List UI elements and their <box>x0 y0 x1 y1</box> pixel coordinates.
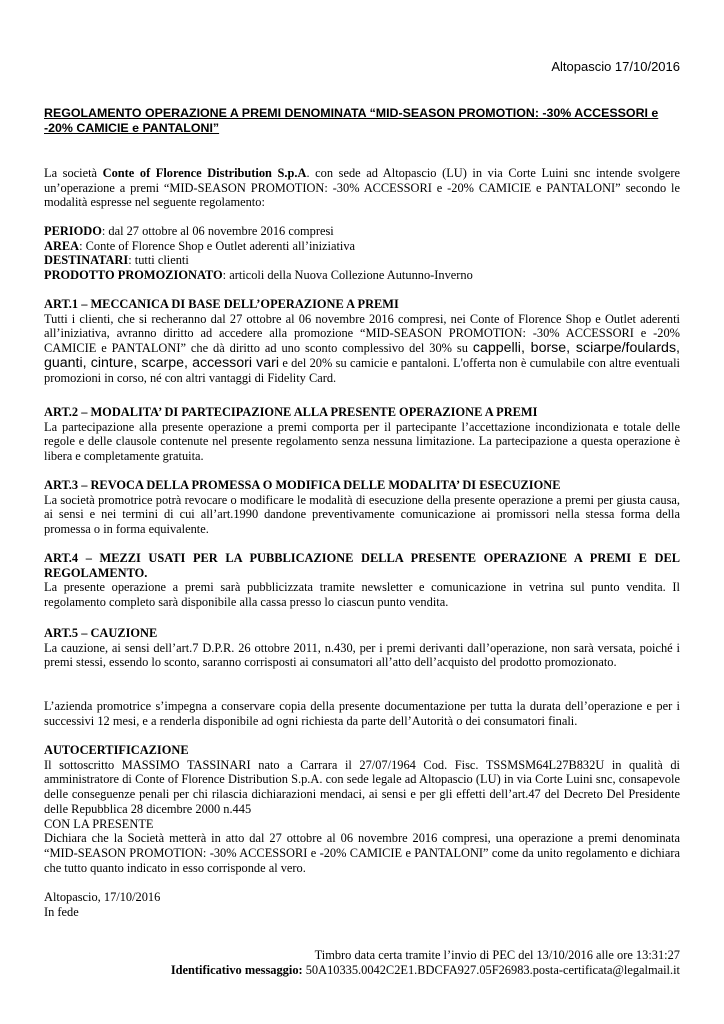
art2-text: La partecipazione alla presente operazione a premi comporta per il partecipante l’accettazione incondizionata e totale delle regole e delle clausole contenute nel presente regolamento senza nessuna limitazione. La partecipazione a questa operazione è libera e completamente gratuita. <box>44 419 680 464</box>
signoff-in-fede: In fede <box>44 904 79 919</box>
art3-section <box>44 478 680 537</box>
art5-text: La cauzione, ai sensi dell’art.7 D.P.R. 26 ottobre 2011, n.430, per i premi derivanti dall’operazione, non sarà versata, poiché i premi stessi, essendo lo sconto, saranno corrisposti ai consumatori all’atto dell’acquisto del prodotto promozionato. <box>44 640 680 670</box>
intro-paragraph <box>44 166 680 210</box>
art2-title: ART.2 – MODALITA’ DI PARTECIPAZIONE ALLA PRESENTE OPERAZIONE A PREMI <box>44 405 538 419</box>
pec-footer <box>44 948 680 977</box>
pec-timestamp: Timbro data certa tramite l’invio di PEC del 13/10/2016 alle ore 13:31:27 <box>314 948 680 962</box>
company-name: Conte of Florence Distribution S.p.A <box>102 166 307 180</box>
art1-title: ART.1 – MECCANICA DI BASE DELL’OPERAZIONE A PREMI <box>44 297 399 311</box>
intro-text-1: La società <box>44 166 103 180</box>
con-la-presente: CON LA PRESENTE <box>44 816 154 831</box>
detail-prodotto: PRODOTTO PROMOZIONATO: articoli della Nuova Collezione Autunno-Inverno <box>44 268 473 283</box>
art5-section <box>44 626 680 670</box>
autocert-section <box>44 743 680 875</box>
art1-section <box>44 297 680 385</box>
signoff <box>44 890 680 919</box>
autocert-declaration: Dichiara che la Società metterà in atto dal 27 ottobre al 06 novembre 2016 compresi, una operazione a premi denominata “MID-SEASON PROMOTION: -30% ACCESSORI e -20% CAMICIE e PANTALONI” come da unito regolamento e dichiara che tutto quanto indicato in esso corrisponde al vero. <box>44 831 680 875</box>
art1-text: Tutti i clienti, che si recheranno dal 27 ottobre al 06 novembre 2016 compresi, nei Conte of Florence Shop e Outlet aderenti all’iniziativa, avranno diritto ad accedere alla promozione “MID-SEASON PROMOTION: -30% ACCESSORI e -20% CAMICIE e PANTALONI” che dà diritto ad uno sconto complessivo del 30% su cappelli, borse, sciarpe/foulards, guanti, cinture, scarpe, accessori vari e del 20% su camicie e pantaloni. L'offerta non è cumulabile con altre eventuali promozioni in corso, né con altri vantaggi di Fidelity Card. <box>44 311 680 385</box>
detail-periodo: PERIODO: dal 27 ottobre al 06 novembre 2016 compresi <box>44 224 334 238</box>
details-list <box>44 224 680 283</box>
art3-text: La società promotrice potrà revocare o modificare le modalità di esecuzione della presente operazione a premi per giusta causa, ai sensi e nei termini di cui all’art.1990 dandone preventivamente comunicazione ai promissori nella stessa forma della promessa o in forma equivalente. <box>44 492 680 537</box>
document-title: REGOLAMENTO OPERAZIONE A PREMI DENOMINATA “MID-SEASON PROMOTION: -30% ACCESSORI e -20% CAMICIE e PANTALONI” <box>44 106 659 135</box>
detail-area: AREA: Conte of Florence Shop e Outlet aderenti all’iniziativa <box>44 238 356 253</box>
autocert-title: AUTOCERTIFICAZIONE <box>44 743 189 757</box>
art5-title: ART.5 – CAUZIONE <box>44 626 158 640</box>
detail-destinatari: DESTINATARI: tutti clienti <box>44 253 189 268</box>
pec-message-id: Identificativo messaggio: 50A10335.0042C2E1.BDCFA927.05F26983.posta-certificata@legalmail.it <box>170 962 680 977</box>
intro-text-2: . con sede ad Altopascio (LU) in via Corte Luini snc intende svolgere un’operazione a premi “MID-SEASON PROMOTION: -30% ACCESSORI e -20% CAMICIE e PANTALONI” secondo le modalità espresse nel seguente regolamento: <box>44 166 681 210</box>
art3-title: ART.3 – REVOCA DELLA PROMESSA O MODIFICA DELLE MODALITA’ DI ESECUZIONE <box>44 478 561 492</box>
autocert-text: Il sottoscritto MASSIMO TASSINARI nato a Carrara il 27/07/1964 Cod. Fisc. TSSMSM64L27B832U in qualità di amministratore di Conte of Florence Distribution S.p.A. con sede legale ad Altopascio (LU) in via Corte Luini snc, consapevole delle conseguenze penali per chi rilascia dichiarazioni mendaci, ai sensi e per gli effetti dell’art.47 del Decreto Del Presidente delle Repubblica 28 dicembre 2000 n.445 <box>44 757 680 816</box>
art4-text: La presente operazione a premi sarà pubblicizzata tramite newsletter e comunicazione in vetrina sul punto vendita. Il regolamento completo sarà disponibile alla cassa presso lo ciascun punto vendita. <box>44 580 680 610</box>
art4-title: ART.4 – MEZZI USATI PER LA PUBBLICAZIONE DELLA PRESENTE OPERAZIONE A PREMI E DEL REGOLAMENTO. <box>44 551 680 580</box>
document-date: Altopascio 17/10/2016 <box>551 59 680 74</box>
art2-section <box>44 405 680 464</box>
art4-section <box>44 551 680 610</box>
art1-product-list: cappelli, borse, sciarpe/foulards, guanti, cinture, scarpe, accessori vari <box>44 340 680 371</box>
signoff-place-date: Altopascio, 17/10/2016 <box>44 890 161 904</box>
commitment-paragraph: L’azienda promotrice s’impegna a conservare copia della presente documentazione per tutta la durata dell’operazione e per i successivi 12 mesi, e a renderla disponibile ad ogni richiesta da parte dell’Autorità o dei consumatori finali. <box>44 699 680 728</box>
